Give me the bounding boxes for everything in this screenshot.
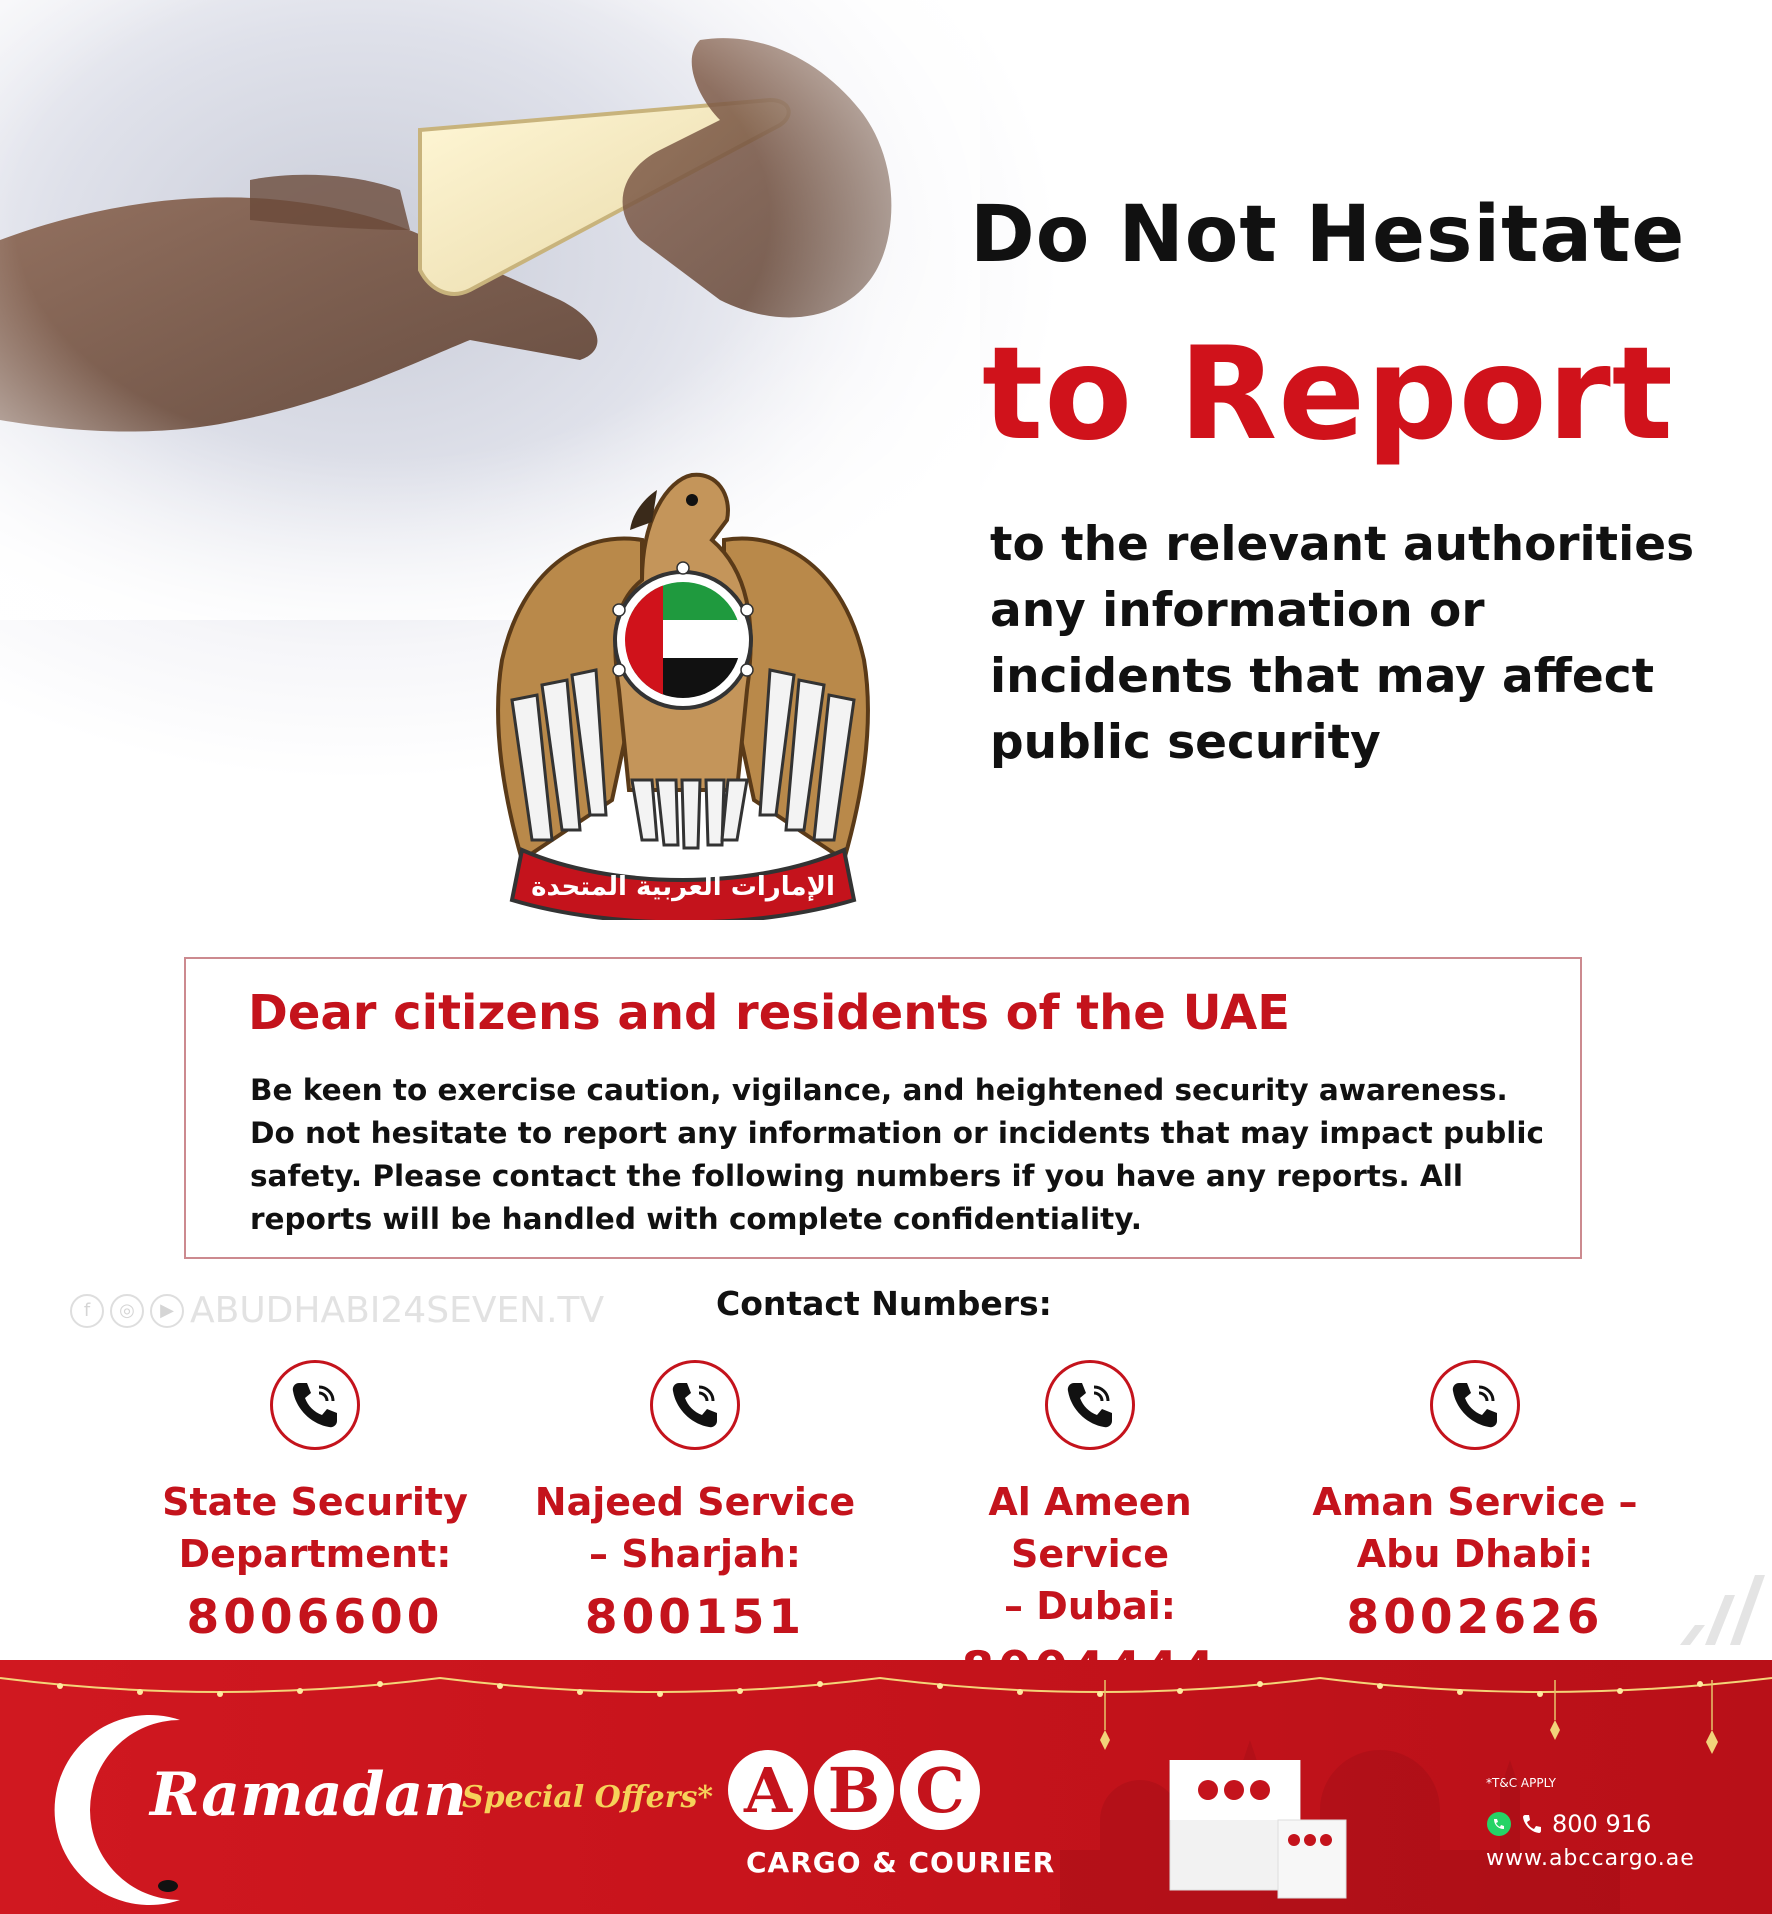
courier-boxes-icon [1168, 1760, 1348, 1900]
contact-name [905, 1476, 1275, 1632]
hero-section [0, 0, 1772, 930]
contact-name-line2: – Sharjah: [589, 1532, 801, 1576]
contact-name-line1: Aman Service – [1312, 1480, 1638, 1524]
watermark-text: ABUDHABI24SEVEN.TV [190, 1290, 605, 1331]
emblem-arabic-text: الإمارات العربية المتحدة [531, 872, 835, 902]
contact-number[interactable]: 8002626 [1346, 1590, 1604, 1645]
contact-name [130, 1476, 500, 1580]
notice-box [184, 957, 1582, 1259]
headline-subtext: to the relevant authorities any information or incidents that may affect public security [990, 517, 1695, 770]
facebook-icon: f [70, 1294, 104, 1328]
contact-al-ameen-dubai [905, 1360, 1275, 1697]
ramadan-banner [0, 1660, 1772, 1914]
special-offers-text: Special Offers* [462, 1780, 714, 1815]
phone-icon [1430, 1360, 1520, 1450]
youtube-icon: ▶ [150, 1294, 184, 1328]
contact-name-line2: – Dubai: [1004, 1584, 1176, 1628]
banner-phone-number: 800 916 [1552, 1810, 1652, 1838]
website-link[interactable]: www.abccargo.ae [1486, 1846, 1695, 1871]
contact-name [510, 1476, 880, 1580]
contact-name-line1: State Security [162, 1480, 468, 1524]
contact-name-line2: Department: [178, 1532, 452, 1576]
instagram-icon: ◎ [110, 1294, 144, 1328]
abc-logo[interactable] [728, 1750, 980, 1830]
notice-title: Dear citizens and residents of the UAE [248, 985, 1291, 1041]
phone-icon [1045, 1360, 1135, 1450]
ramadan-title: Ramadan [150, 1760, 467, 1830]
phone-icon [270, 1360, 360, 1450]
phone-icon [650, 1360, 740, 1450]
watermark [70, 1290, 604, 1331]
contact-name-line2: Abu Dhabi: [1356, 1532, 1594, 1576]
banner-phone[interactable] [1486, 1810, 1651, 1838]
contact-name-line1: Najeed Service [534, 1480, 856, 1524]
contact-aman-abu-dhabi [1290, 1360, 1660, 1645]
notice-body: Be keen to exercise caution, vigilance, and heightened security awareness. Do not hesitate to report any information or incidents that may impact public safety. Please contact the following numbers if you have any reports. All reports will be handled with complete confidentiality. [250, 1073, 1544, 1236]
logo-letter-a: A [728, 1750, 808, 1830]
logo-letter-b: B [814, 1750, 894, 1830]
decorative-stripes-icon [1660, 1555, 1770, 1655]
contact-najeed-sharjah [510, 1360, 880, 1645]
headline-to-report: to Report [982, 320, 1674, 469]
phone-icon [1520, 1812, 1544, 1836]
contact-number[interactable]: 8006600 [186, 1590, 444, 1645]
terms-note: *T&C APPLY [1486, 1776, 1556, 1790]
headline-do-not-hesitate: Do Not Hesitate [970, 190, 1686, 280]
logo-letter-c: C [900, 1750, 980, 1830]
contact-name [1290, 1476, 1660, 1580]
uae-emblem-icon [492, 460, 874, 920]
contact-state-security [130, 1360, 500, 1645]
contact-name-line1: Al Ameen Service [988, 1480, 1192, 1576]
logo-subtitle: CARGO & COURIER [746, 1846, 1056, 1879]
whatsapp-icon [1486, 1811, 1512, 1837]
contact-number[interactable]: 800151 [584, 1590, 806, 1645]
contact-numbers-heading: Contact Numbers: [716, 1284, 1052, 1323]
